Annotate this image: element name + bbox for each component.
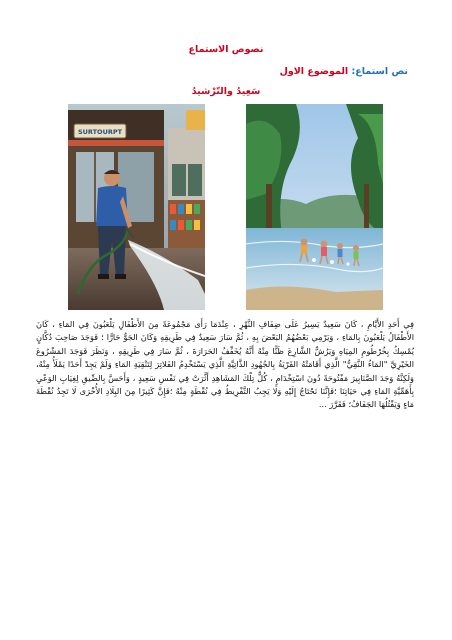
story-body-paragraph: فِي أَحَدِ الأَيَّامِ ، كَانَ سَعِيدٌ يَسِيرُ عَلَى ضِفَافِ النَّهْرِ ، عِنْدَمَا رَأَى مَجْمُوعَةً مِنَ الأَطْفَالِ يَلْعَبُونَ فِي المَاءِ ، كَانَ الأَطْفَالُ يَلْعَبُونَ بِالمَاءِ ، وَيَرْمِي بَعْضُهُمُ البَعْضَ بِهِ ، ثُمَّ سَارَ سَعِيدٌ فِي طَرِيقِهِ وَكَانَ الجَوُّ حَارًّا ؛ فَوَجَدَ صَاحِبَ دُكَّانٍ يُمْسِكُ بِخُرْطُومِ المِيَاهِ وَيَرُشُّ الشَّارِعَ ظَنًّا مِنْهُ أَنَّهُ يُخَفِّفُ الحَرَارَةَ ، ثُمَّ سَارَ فِي طَرِيقِهِ ، وَنَظَرَ فَوَجَدَ المَشْرُوعَ الخَيْرِيَّ "المَاءُ النَّقِيُّ" الَّذِي أَقَامَتْهُ القَرْيَةُ بِالجُهُودِ الذَّاتِيَّةِ الَّذِي يَسْتَخْدِمُ الفَلاتِرَ لِتَنْقِيَةِ المَاءِ وَلَمْ يَجِدْ أَحَدًا يَمْلَأُ مِنْهُ، وَلَكِنَّهُ وَجَدَ الصَّنَابِيرَ مَفْتُوحَةً دُونَ اسْتِخْدَامٍ ، كُلُّ تِلْكَ المَشَاهِدِ أَثَّرَتْ فِي نَفْسِ سَعِيدٍ ، وَأَحَسَّ بِالضِّيقِ لِغِيَابِ الوَعْيِ بِأَهَمِّيَّةِ المَاءِ فِي حَيَاتِنَا ؛فَإِنَّنَا نَحْتَاجُ إِلَيْهِ وَلَا يَجِبُ التَّفْرِيطُ فِي نُقْطَةٍ مِنْهُ ؛فَإِنَّ كَثِيرًا مِنَ البِلَادِ الأُخْرَى لَا تَجِدُ نُقْطَةَ مَاءٍ وَيَقْتُلُهَا الجَفَافُ؛ فَقَرَّرَ ...	[36, 319, 414, 410]
shop-sign-text: SURTOURPT	[77, 128, 123, 136]
listening-label: نص استماع:	[351, 66, 408, 77]
children-playing-river-image	[246, 104, 383, 310]
section-title: نصوص الاستماع	[188, 44, 264, 55]
topic-title: الموضوع الاول	[279, 66, 349, 77]
man-spraying-hose-image	[68, 104, 205, 310]
story-title: سَعِيدُ والتّرْشيدُ	[191, 86, 261, 97]
listening-text-heading	[280, 66, 408, 77]
